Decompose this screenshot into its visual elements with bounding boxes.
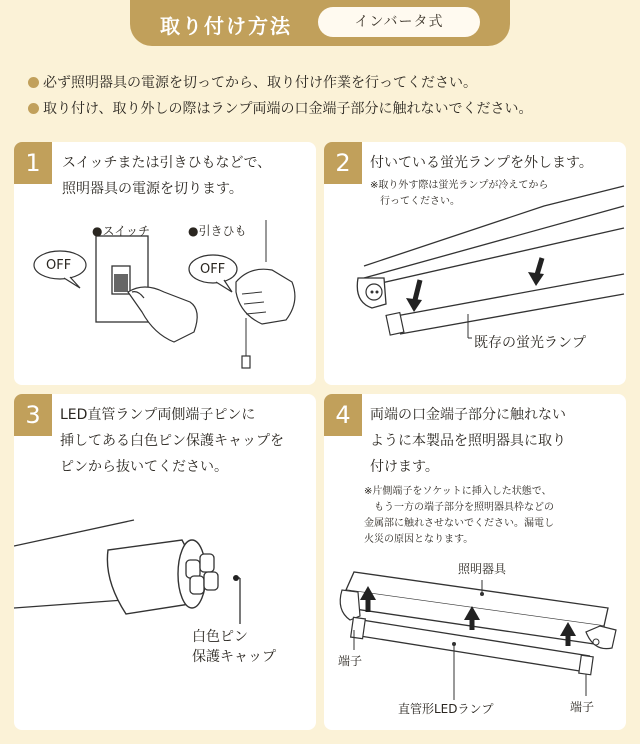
pin-cap-illustration bbox=[14, 394, 316, 730]
step-card-3 bbox=[14, 394, 316, 730]
note-text: 取り付け、取り外しの際はランプ両端の口金端子部分に触れないでください。 bbox=[43, 101, 533, 117]
step-number: 1 bbox=[14, 142, 52, 184]
step-text-line: スイッチまたは引きひもなどで、 bbox=[62, 155, 272, 171]
led-lamp-label: 直管形LEDランプ bbox=[398, 702, 494, 716]
step-card-2 bbox=[324, 142, 626, 385]
terminal-label: 端子 bbox=[338, 654, 363, 668]
step-note-line: 金属部に触れさせないでください。漏電し bbox=[364, 518, 554, 529]
note-text: 必ず照明器具の電源を切ってから、取り付け作業を行ってください。 bbox=[43, 75, 477, 91]
step-card-4 bbox=[324, 394, 626, 730]
existing-lamp-label: 既存の蛍光ランプ bbox=[474, 335, 586, 351]
step-text-line: LED直管ランプ両側端子ピンに bbox=[60, 407, 256, 423]
step-text-line: 付けます。 bbox=[370, 459, 439, 475]
bullet-icon bbox=[28, 77, 39, 88]
step-note-line: ※片側端子をソケットに挿入した状態で、 bbox=[364, 486, 552, 497]
off-label: OFF bbox=[46, 258, 72, 273]
caution-notes bbox=[28, 70, 618, 122]
step-text-line: 付いている蛍光ランプを外します。 bbox=[370, 155, 593, 171]
step-number: 3 bbox=[14, 394, 52, 436]
switch-label: ●スイッチ bbox=[92, 224, 150, 238]
type-badge: インバータ式 bbox=[318, 7, 480, 37]
step-note-line: もう一方の端子部分を照明器具枠などの bbox=[374, 502, 554, 513]
header bbox=[0, 0, 640, 60]
step-text-line: ピンから抜いてください。 bbox=[60, 459, 228, 475]
bullet-icon bbox=[28, 103, 39, 114]
step-note-line: 火災の原因となります。 bbox=[364, 534, 474, 545]
step-number: 4 bbox=[324, 394, 362, 436]
step-note-line: 行ってください。 bbox=[380, 196, 460, 207]
note-item bbox=[28, 96, 618, 122]
step-number: 2 bbox=[324, 142, 362, 184]
step-note-line: ※取り外す際は蛍光ランプが冷えてから bbox=[370, 180, 549, 191]
cap-label-line: 保護キャップ bbox=[192, 649, 276, 665]
page-title: 取り付け方法 bbox=[160, 14, 292, 38]
fixture-label: 照明器具 bbox=[458, 562, 507, 576]
step-card-1 bbox=[14, 142, 316, 385]
step-text-line: ように本製品を照明器具に取り bbox=[370, 433, 566, 449]
pull-cord-label: ●引きひも bbox=[188, 224, 247, 238]
cap-label-line: 白色ピン bbox=[192, 629, 248, 645]
off-label: OFF bbox=[200, 262, 226, 277]
step-text-line: 照明器具の電源を切ります。 bbox=[62, 181, 243, 197]
step-text-line: 挿してある白色ピン保護キャップを bbox=[60, 433, 284, 449]
step-text-line: 両端の口金端子部分に触れない bbox=[370, 407, 566, 423]
terminal-label: 端子 bbox=[570, 700, 595, 714]
note-item bbox=[28, 70, 618, 96]
